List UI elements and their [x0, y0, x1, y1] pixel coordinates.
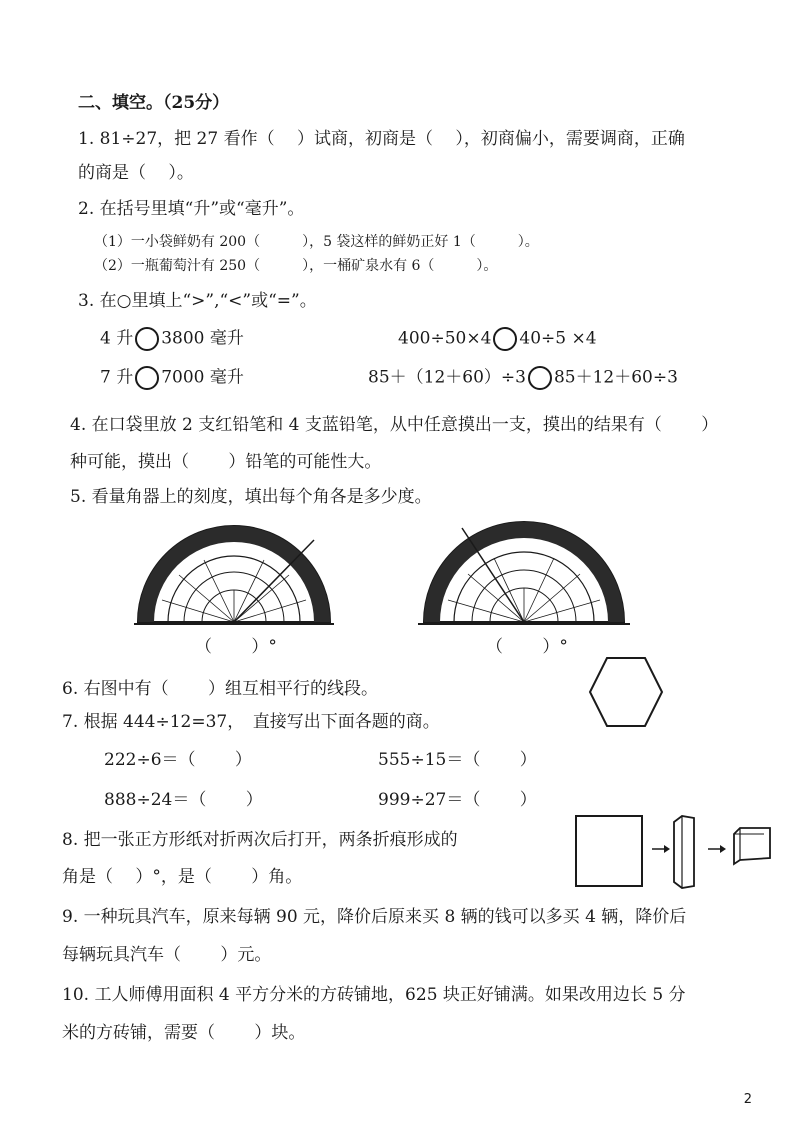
q7-expr-3: 888÷24＝（ ）	[104, 790, 263, 810]
q3-b-left: 400÷50×4	[398, 328, 492, 349]
q3-row-d	[368, 366, 678, 390]
q10-line2: 米的方砖铺，需要（ ）块。	[62, 1023, 306, 1043]
q3-c-right: 7000 毫升	[161, 367, 244, 388]
compare-circle[interactable]	[528, 366, 552, 390]
q3-a-right: 3800 毫升	[161, 328, 244, 349]
q3-title: 3. 在○里填上“>”,“<”或“=”。	[78, 291, 317, 311]
paper-fold-figure	[574, 812, 774, 892]
q2-item2: （2）一瓶葡萄汁有 250（ ），一桶矿泉水有 6（ ）。	[94, 258, 498, 274]
q3-c-left: 7 升	[100, 367, 134, 388]
compare-circle[interactable]	[135, 327, 159, 351]
compare-circle[interactable]	[135, 366, 159, 390]
page-number: 2	[743, 1092, 752, 1107]
q4-line2: 种可能，摸出（ ）铅笔的可能性大。	[70, 452, 382, 472]
q5-blank-2: （ ）°	[486, 637, 568, 657]
q3-row-b	[398, 327, 597, 351]
q9-line1: 9. 一种玩具汽车，原来每辆 90 元，降价后原来买 8 辆的钱可以多买 4 辆，降价后	[62, 907, 687, 927]
q10-line1: 10. 工人师傅用面积 4 平方分米的方砖铺地，625 块正好铺满。如果改用边长 5 分	[62, 985, 686, 1005]
q6-text: 6. 右图中有（ ）组互相平行的线段。	[62, 679, 379, 699]
protractor-2-figure	[418, 520, 630, 630]
q3-d-right: 85＋12＋60÷3	[553, 367, 678, 388]
q7-expr-4: 999÷27＝（ ）	[378, 790, 537, 810]
q3-row-a	[100, 327, 244, 351]
q3-row-c	[100, 366, 244, 390]
q5-blank-1: （ ）°	[195, 637, 277, 657]
q8-line1: 8. 把一张正方形纸对折两次后打开，两条折痕形成的	[62, 830, 458, 850]
q7-expr-1: 222÷6＝（ ）	[104, 750, 252, 770]
q3-b-right: 40÷5 ×4	[519, 328, 597, 349]
q8-line2: 角是（ ）°，是（ ）角。	[62, 867, 303, 887]
q7-title: 7. 根据 444÷12=37， 直接写出下面各题的商。	[62, 712, 440, 732]
q9-line2: 每辆玩具汽车（ ）元。	[62, 945, 272, 965]
q7-expr-2: 555÷15＝（ ）	[378, 750, 537, 770]
hexagon-figure	[588, 656, 664, 728]
q5-title: 5. 看量角器上的刻度，填出每个角各是多少度。	[70, 487, 432, 507]
compare-circle[interactable]	[493, 327, 517, 351]
section-title: 二、填空。（25分）	[78, 93, 230, 113]
q2-title: 2. 在括号里填“升”或“毫升”。	[78, 199, 305, 219]
q2-item1: （1）一小袋鲜奶有 200（ ），5 袋这样的鲜奶正好 1（ ）。	[94, 234, 539, 250]
q1-line2: 的商是（ ）。	[78, 163, 194, 183]
q1-line1: 1. 81÷27，把 27 看作（ ）试商，初商是（ ），初商偏小，需要调商，正确	[78, 129, 685, 149]
protractor-1-figure	[134, 520, 334, 630]
q3-d-left: 85＋（12＋60）÷3	[368, 367, 526, 388]
q3-a-left: 4 升	[100, 328, 134, 349]
q4-line1: 4. 在口袋里放 2 支红铅笔和 4 支蓝铅笔，从中任意摸出一支，摸出的结果有（ ）	[70, 415, 719, 435]
